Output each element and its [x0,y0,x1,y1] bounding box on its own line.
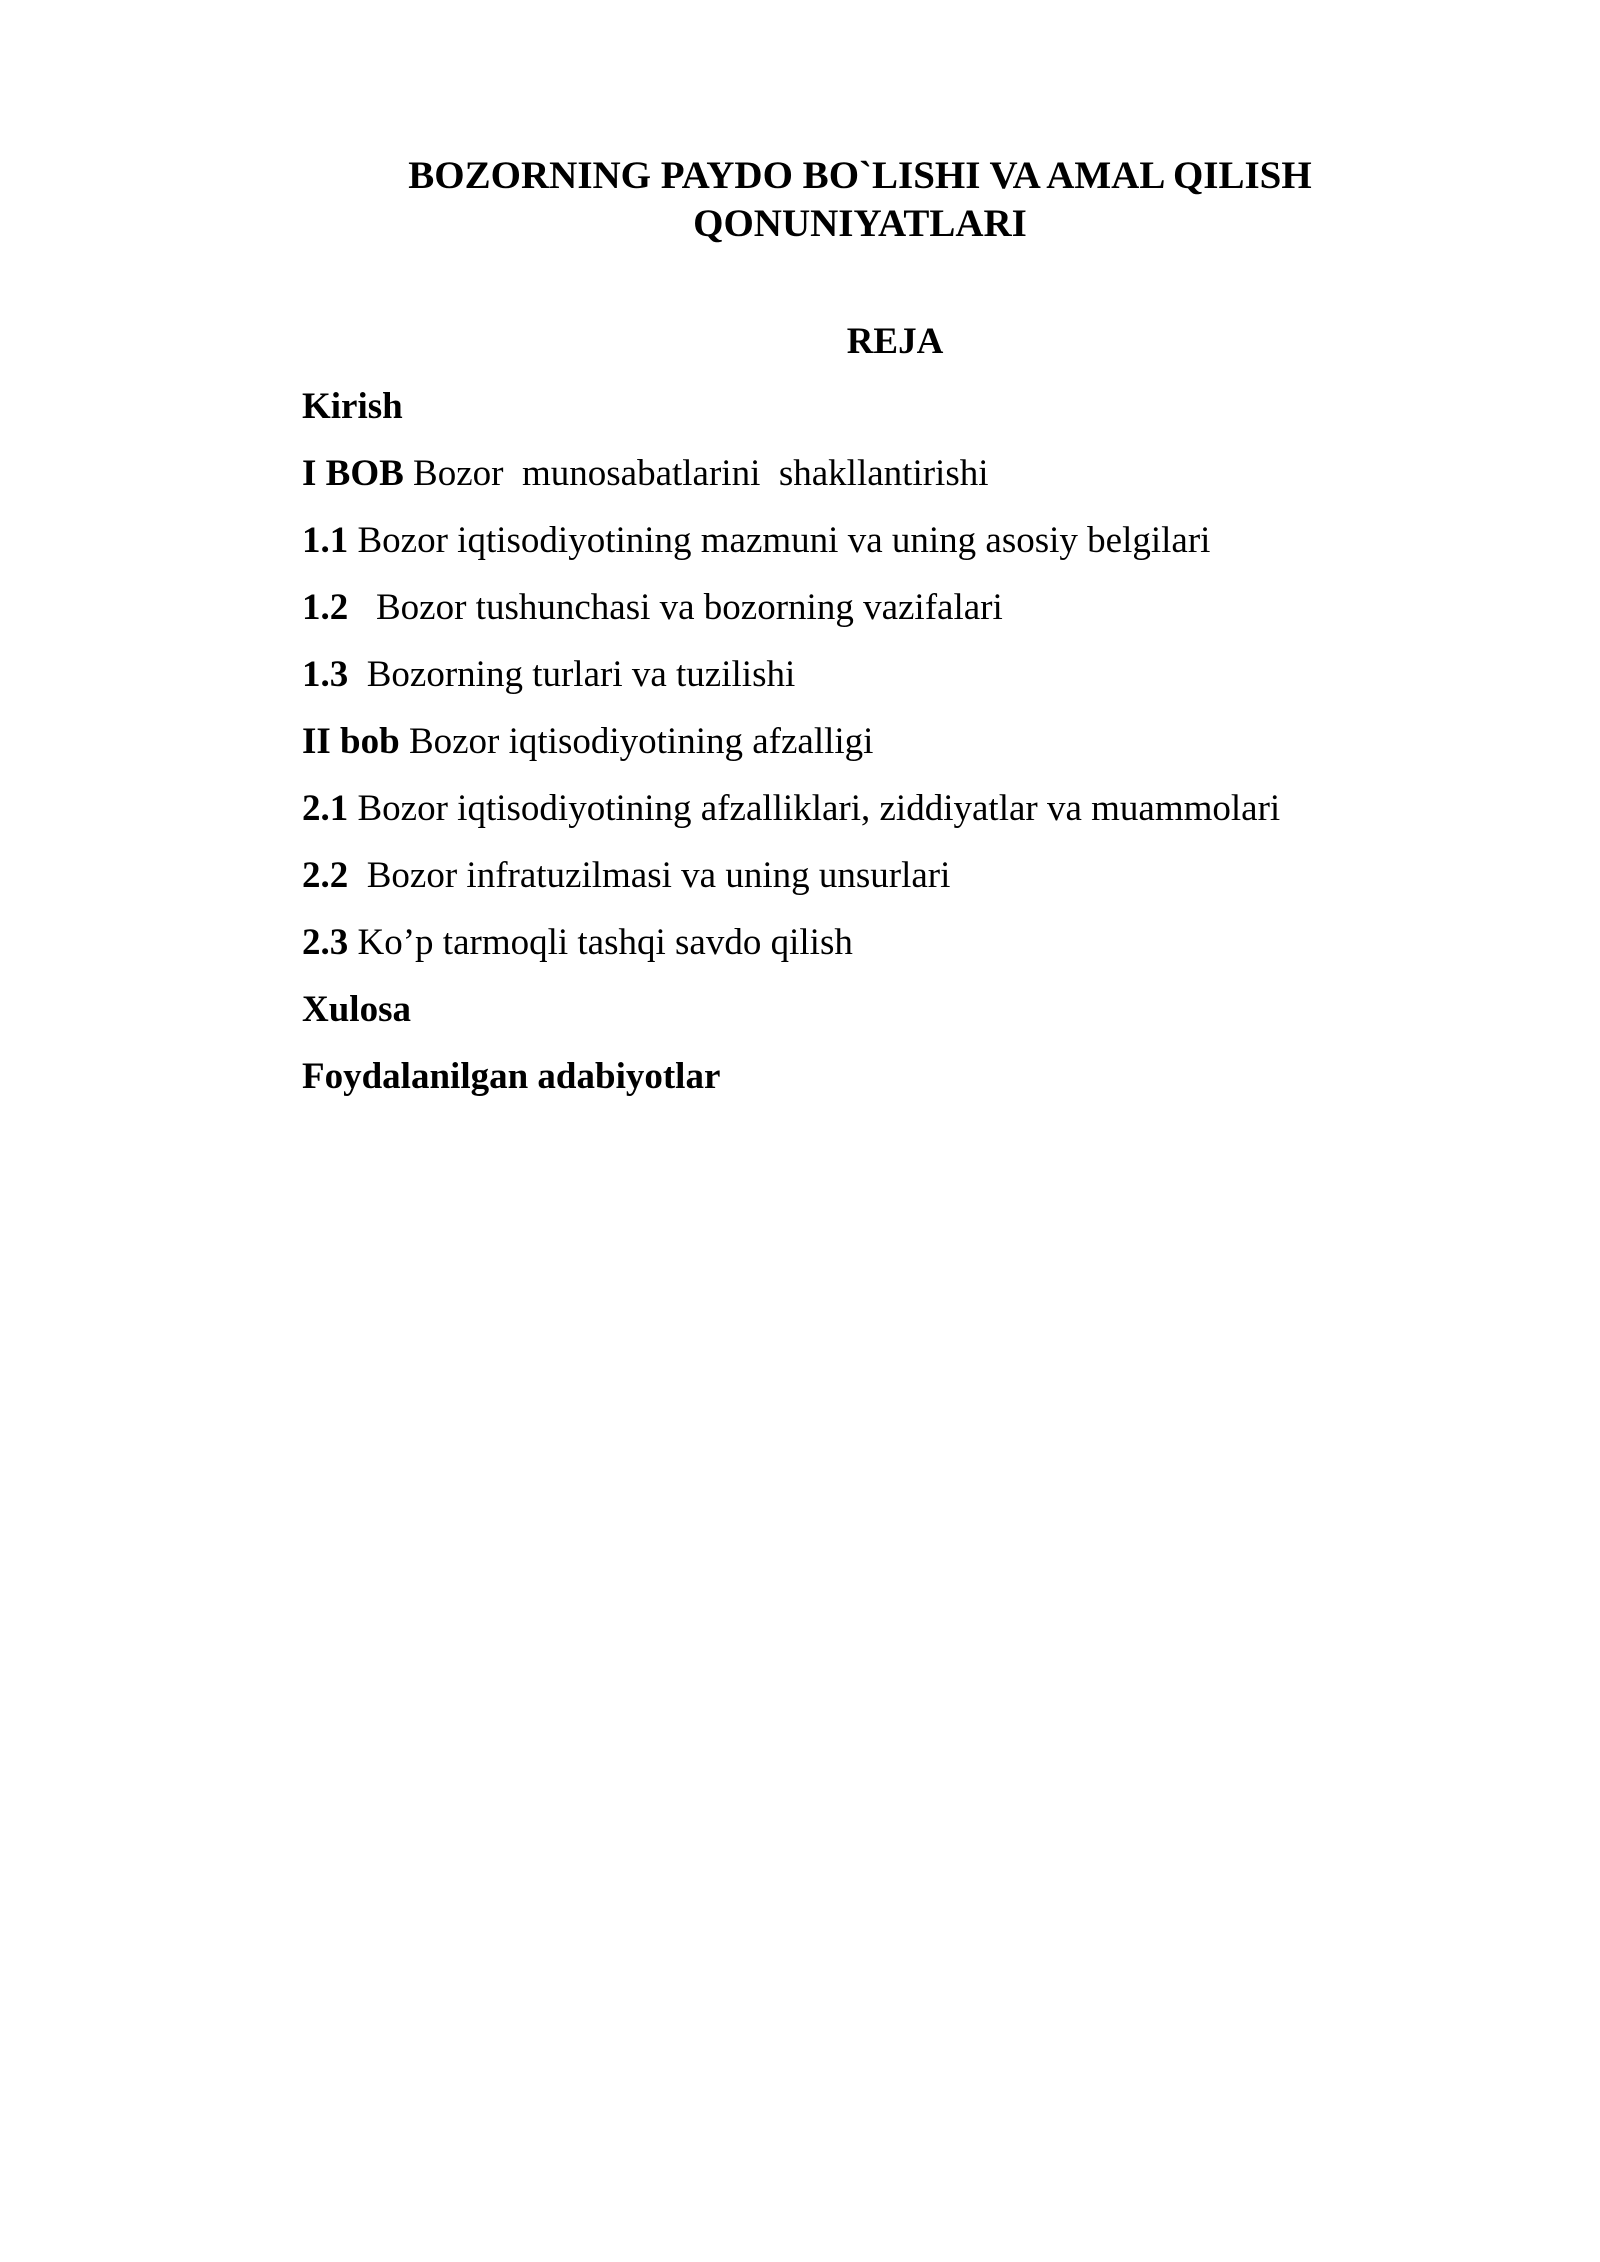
toc-item-2-2 [302,854,1502,921]
document-title-line-1: BOZORNING PAYDO BO`LISHI VA AMAL QILISH [408,154,1312,197]
toc-item-label: Foydalanilgan adabiyotlar [302,1056,721,1097]
toc-item-chapter-1 [302,452,1502,519]
document-title [300,152,1420,248]
toc-item-1-1 [302,519,1502,586]
toc-item-text: Bozor iqtisodiyotining mazmuni va uning asosiy belgilari [348,520,1211,561]
toc-item-conclusion [302,988,1502,1055]
toc-item-1-3 [302,653,1502,720]
toc-item-label: Kirish [302,386,403,427]
toc-item-number: 2.2 [302,855,349,896]
toc-item-number: 2.3 [302,922,349,963]
table-of-contents [302,385,1502,1122]
toc-item-introduction [302,385,1502,452]
toc-item-number: 2.1 [302,788,349,829]
toc-item-label: II bob [302,721,400,762]
toc-item-number: 1.1 [302,520,349,561]
toc-item-label: I BOB [302,453,404,494]
toc-item-text: Bozor iqtisodiyotining afzalligi [399,721,874,762]
toc-item-references [302,1055,1502,1122]
toc-item-text: Bozor munosabatlarini shakllantirishi [403,453,989,494]
toc-item-2-1 [302,787,1502,854]
toc-item-1-2 [302,586,1502,653]
toc-item-2-3 [302,921,1502,988]
toc-item-text: Bozor infratuzilmasi va uning unsurlari [348,855,951,896]
toc-item-text: Bozorning turlari va tuzilishi [348,654,796,695]
document-title-line-2: QONUNIYATLARI [693,202,1027,245]
toc-item-text: Bozor tushunchasi va bozorning vazifalari [348,587,1003,628]
toc-item-text: Bozor iqtisodiyotining afzalliklari, ziddiyatlar va muammolari [348,788,1281,829]
toc-item-text: Ko’p tarmoqli tashqi savdo qilish [348,922,853,963]
toc-item-label: Xulosa [302,989,411,1030]
toc-item-number: 1.3 [302,654,349,695]
toc-item-number: 1.2 [302,587,349,628]
plan-heading: REJA [846,321,944,362]
toc-item-chapter-2 [302,720,1502,787]
